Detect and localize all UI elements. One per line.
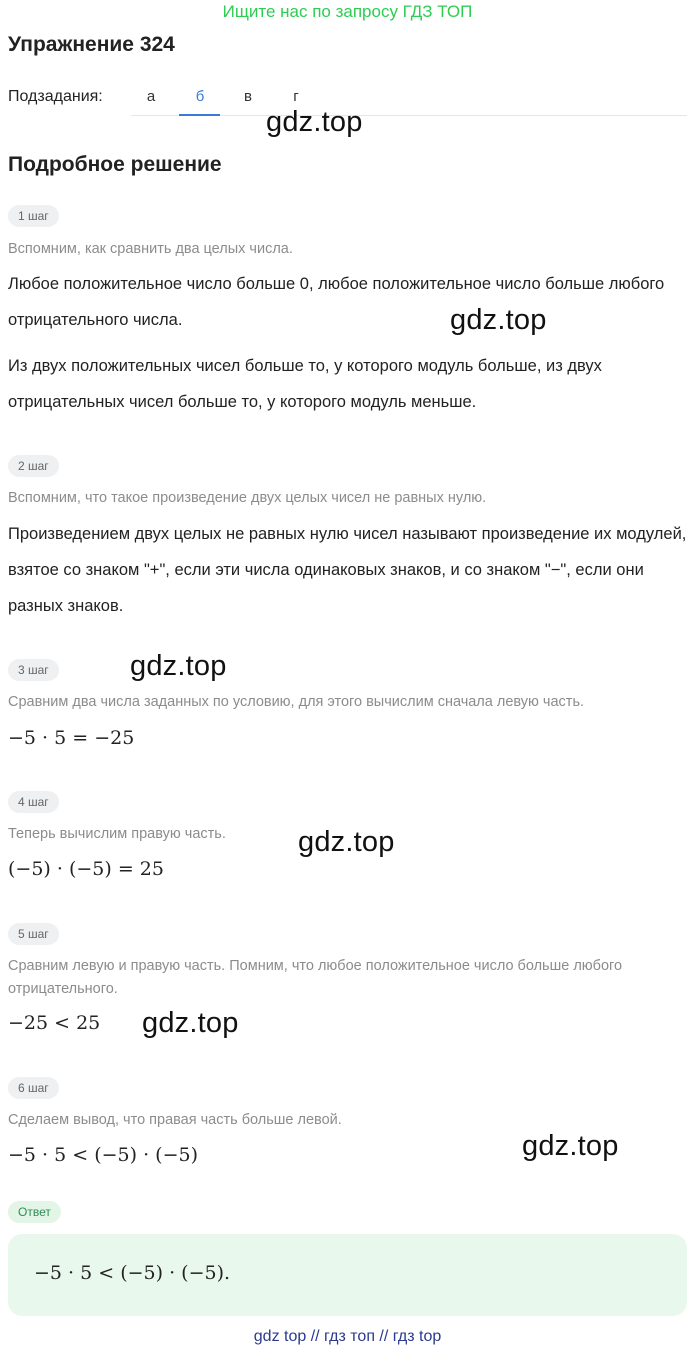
- watermark: gdz.top: [298, 826, 395, 858]
- step-hint: Теперь вычислим правую часть.: [8, 826, 226, 842]
- step-hint: Вспомним, что такое произведение двух целых чисел не равных нулю.: [8, 490, 487, 506]
- step-hint: Сравним левую и правую часть. Помним, что любое положительное число больше любого отрицательного.: [8, 958, 623, 997]
- step-badge: 3 шаг: [8, 659, 59, 681]
- step-formula: −25 < 25: [8, 1012, 101, 1034]
- subtask-tab-b[interactable]: б: [195, 88, 205, 105]
- watermark: gdz.top: [142, 1007, 239, 1039]
- step-badge: 4 шаг: [8, 791, 59, 813]
- step-paragraph: Из двух положительных чисел больше то, у которого модуль больше, из двух отрицательных чисел больше то, у которого модуль меньше.: [8, 357, 602, 411]
- step-badge: 2 шаг: [8, 455, 59, 477]
- watermark: gdz.top: [266, 106, 363, 138]
- step-formula: −5 · 5 = −25: [8, 727, 135, 749]
- step-badge: 1 шаг: [8, 205, 59, 227]
- step-formula: (−5) · (−5) = 25: [8, 858, 164, 880]
- watermark: gdz.top: [130, 650, 227, 682]
- step-badge: 6 шаг: [8, 1077, 59, 1099]
- step-hint: Сравним два числа заданных по условию, для этого вычислим сначала левую часть.: [8, 694, 585, 710]
- subtasks-label: Подзадания:: [8, 88, 103, 105]
- active-tab-indicator: [179, 114, 220, 116]
- watermark: gdz.top: [522, 1130, 619, 1162]
- answer-formula: −5 · 5 < (−5) · (−5).: [34, 1262, 231, 1284]
- section-title: Подробное решение: [8, 153, 222, 176]
- subtask-tab-v[interactable]: в: [244, 88, 252, 105]
- footer-links[interactable]: gdz top // гдз топ // гдз top: [253, 1328, 442, 1345]
- step-formula: −5 · 5 < (−5) · (−5): [8, 1144, 198, 1166]
- step-paragraph: Любое положительное число больше 0, любое положительное число больше любого отрицательного числа.: [8, 275, 665, 329]
- answer-badge: Ответ: [8, 1201, 61, 1223]
- step-hint: Сделаем вывод, что правая часть больше левой.: [8, 1112, 342, 1128]
- watermark: gdz.top: [450, 304, 547, 336]
- top-banner: Ищите нас по запросу ГДЗ ТОП: [222, 2, 473, 21]
- subtask-tab-a[interactable]: а: [146, 88, 156, 105]
- page-title: Упражнение 324: [8, 33, 175, 56]
- step-badge: 5 шаг: [8, 923, 59, 945]
- step-hint: Вспомним, как сравнить два целых числа.: [8, 241, 293, 257]
- step-paragraph: Произведением двух целых не равных нулю чисел называют произведение их модулей, взятое со знаком "+", если эти числа одинаковых знаков, и со знаком "−", если они разных знаков.: [8, 525, 687, 615]
- subtask-tab-g[interactable]: г: [293, 88, 299, 105]
